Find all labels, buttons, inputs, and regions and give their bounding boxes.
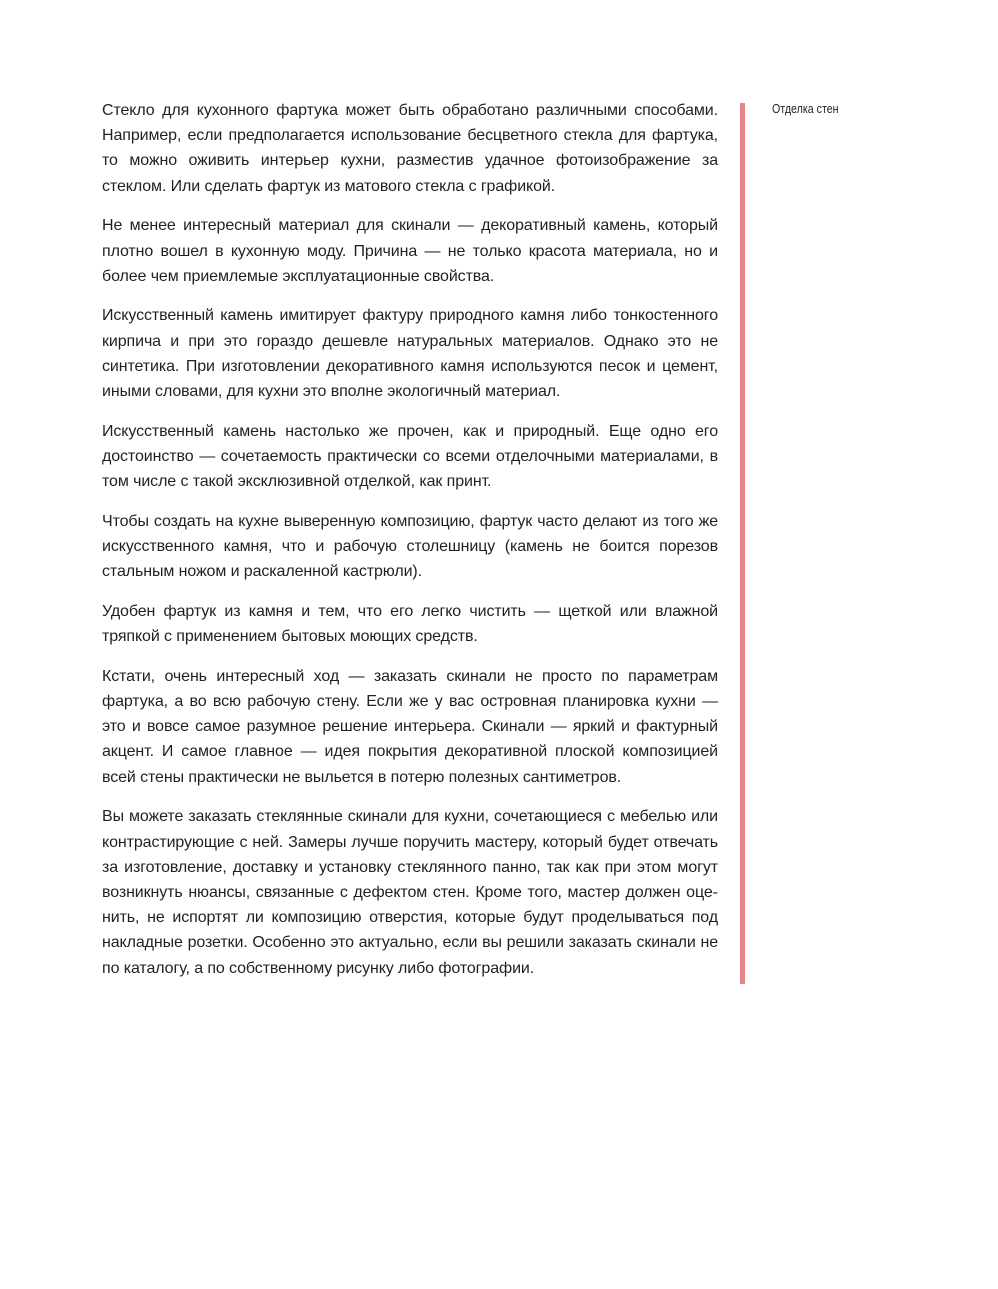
margin-accent-rule: [740, 103, 745, 984]
paragraph-4: Искусственный камень настолько же прочен, как и природный. Еще одно его достоинство — сочетаемость практически со всеми отделочными материалами, в том числе с такой эксклюзивной отделкой, как принт.: [102, 422, 718, 491]
paragraph-5: Чтобы создать на кухне выверенную композицию, фартук часто делают из того же искусственного камня, что и рабочую столешницу (камень не боится порезов стальным ножом и раскаленной кастрюли).: [102, 512, 718, 581]
running-header: Отделка стен: [772, 101, 839, 116]
paragraph-6: Удобен фартук из камня и тем, что его легко чистить — щеткой или влажной тряпкой с применением бытовых моющих средств.: [102, 602, 718, 646]
paragraph-7: Кстати, очень интересный ход — заказать скинали не просто по параметрам фартука, а во всю рабочую стену. Если же у вас островная планировка кухни — это и вовсе самое разумное решение интерьера. Скинали — яркий и фактурный акцент. И самое главное — идея покрытия декоративной плоской композицией всей стены практически не выльется в потерю полезных сантиметров.: [102, 667, 718, 786]
paragraph-1: Стекло для кухонного фартука может быть обработано различными способами. Например, если предполагается использование бесцветного стекла для фартука, то можно оживить интерьер кухни, разместив удачное фотоизображение за стеклом. Или сделать фартук из матового стекла с графикой.: [102, 102, 718, 195]
paragraph-8: Вы можете заказать стеклянные скинали для кухни, сочетающиеся с мебелью или контрастирующие с ней. Замеры лучше поручить мастеру, который будет отвечать за изготовление, доставку и установку стеклянного панно, так как при этом могут возникнуть нюансы, связанные с дефектом стен. Кроме того, мастер должен оценить, не испортят ли композицию отверстия, которые будут проделываться под накладные розетки. Особенно это актуально, если вы решили заказать скинали не по каталогу, а по собственному рисунку либо фотографии.: [102, 808, 718, 977]
paragraph-2: Не менее интересный материал для скинали — декоративный камень, который плотно вошел в кухонную моду. Причина — не только красота материала, но и более чем приемлемые эксплуатационные свойства.: [102, 217, 718, 285]
body-text: [102, 98, 718, 981]
paragraph-3: Искусственный камень имитирует фактуру природного камня либо тонкостенного кирпича и при это гораздо дешевле натуральных материалов. Однако это не синтетика. При изготовлении декоративного камня используются песок и цемент, иными словами, для кухни это вполне экологичный материал.: [102, 307, 718, 401]
